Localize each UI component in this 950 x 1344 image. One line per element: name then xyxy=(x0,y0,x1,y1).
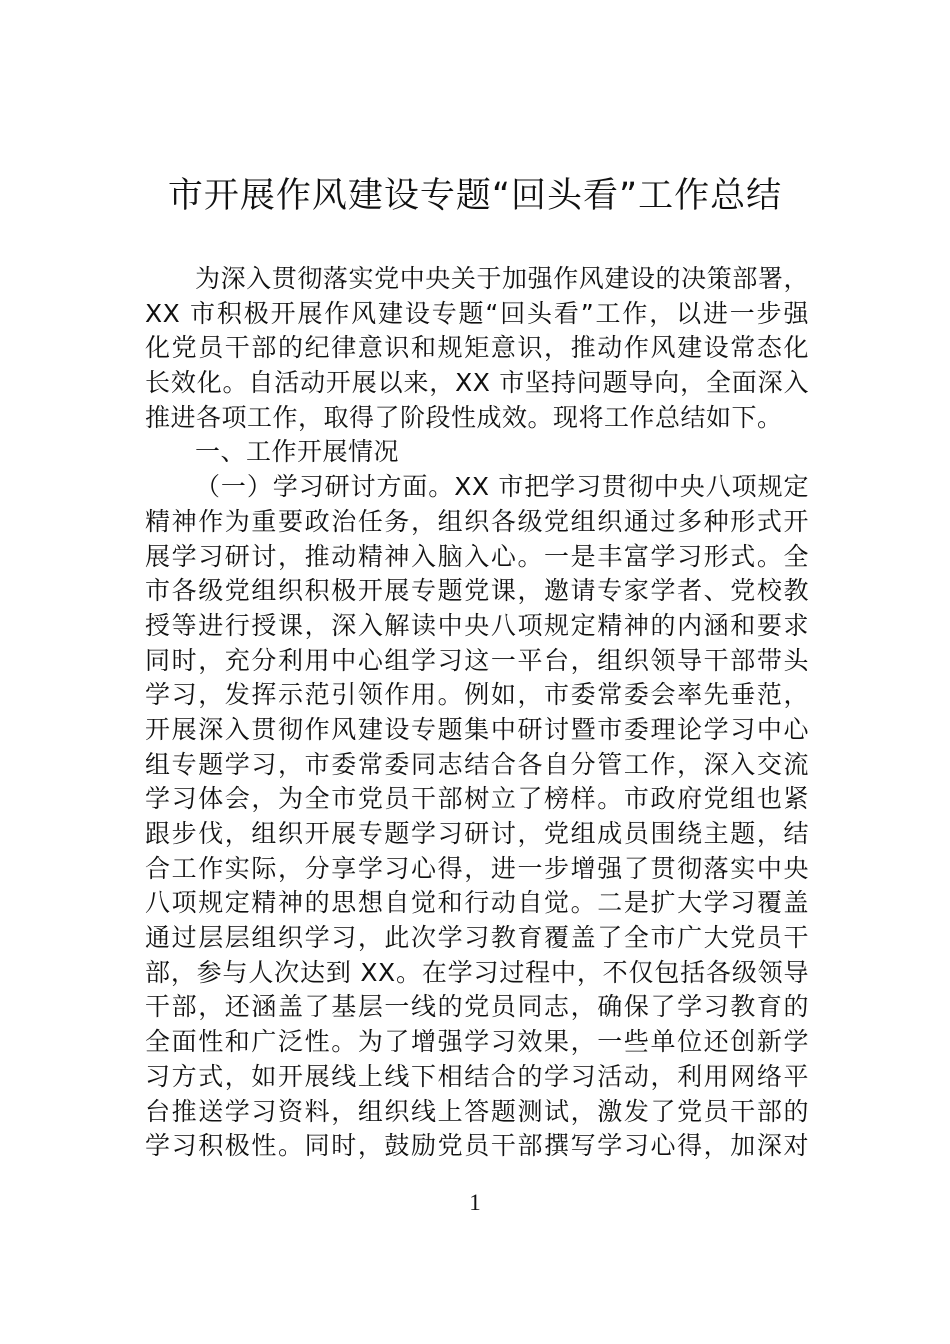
paragraph-line: 组专题学习，市委常委同志结合各自分管工作，深入交流 xyxy=(145,749,809,779)
paragraph-line: 长效化。自活动开展以来，XX 市坚持问题导向，全面深入 xyxy=(145,368,809,398)
paragraph-line: 全面性和广泛性。为了增强学习效果，一些单位还创新学 xyxy=(145,1027,809,1057)
paragraph-line: 通过层层组织学习，此次学习教育覆盖了全市广大党员干 xyxy=(145,923,809,953)
paragraph-line: XX 市积极开展作风建设专题“回头看”工作，以进一步强 xyxy=(145,298,809,328)
paragraph-line: 台推送学习资料，组织线上答题测试，激发了党员干部的 xyxy=(145,1096,809,1126)
section-heading: 一、工作开展情况 xyxy=(195,437,400,467)
paragraph-line: 化党员干部的纪律意识和规矩意识，推动作风建设常态化 xyxy=(145,333,809,363)
paragraph-line: 学习体会，为全市党员干部树立了榜样。市政府党组也紧 xyxy=(145,784,809,814)
paragraph-line: 为深入贯彻落实党中央关于加强作风建设的决策部署， xyxy=(195,264,809,293)
paragraph-line: 授等进行授课，深入解读中央八项规定精神的内涵和要求 xyxy=(145,610,809,640)
paragraph-line: 跟步伐，组织开展专题学习研讨，党组成员围绕主题，结 xyxy=(145,819,809,848)
paragraph-line: 精神作为重要政治任务，组织各级党组织通过多种形式开 xyxy=(145,506,809,536)
paragraph-line: 开展深入贯彻作风建设专题集中研讨暨市委理论学习中心 xyxy=(145,714,809,744)
paragraph-line: 学习积极性。同时，鼓励党员干部撰写学习心得，加深对 xyxy=(145,1131,809,1161)
paragraph-line: 学习，发挥示范引领作用。例如，市委常委会率先垂范， xyxy=(145,680,809,710)
paragraph-line: 习方式，如开展线上线下相结合的学习活动，利用网络平 xyxy=(145,1061,809,1091)
paragraph-line: 合工作实际，分享学习心得，进一步增强了贯彻落实中央 xyxy=(145,853,809,883)
paragraph-line: 同时，充分利用中心组学习这一平台，组织领导干部带头 xyxy=(145,645,809,675)
paragraph-line: 部，参与人次达到 XX。在学习过程中，不仅包括各级领导 xyxy=(145,957,809,987)
paragraph-line: 展学习研讨，推动精神入脑入心。一是丰富学习形式。全 xyxy=(145,541,809,571)
paragraph-line: 干部，还涵盖了基层一线的党员同志，确保了学习教育的 xyxy=(145,992,809,1022)
document-body xyxy=(145,262,809,1164)
page-number: 1 xyxy=(469,1190,481,1215)
paragraph-line: 八项规定精神的思想自觉和行动自觉。二是扩大学习覆盖 xyxy=(145,888,809,918)
document-title: 市开展作风建设专题“回头看”工作总结 xyxy=(167,176,783,216)
paragraph-line: 市各级党组织积极开展专题党课，邀请专家学者、党校教 xyxy=(145,576,809,606)
paragraph-line: （一）学习研讨方面。XX 市把学习贯彻中央八项规定 xyxy=(195,472,809,502)
paragraph-line: 推进各项工作，取得了阶段性成效。现将工作总结如下。 xyxy=(145,402,783,432)
